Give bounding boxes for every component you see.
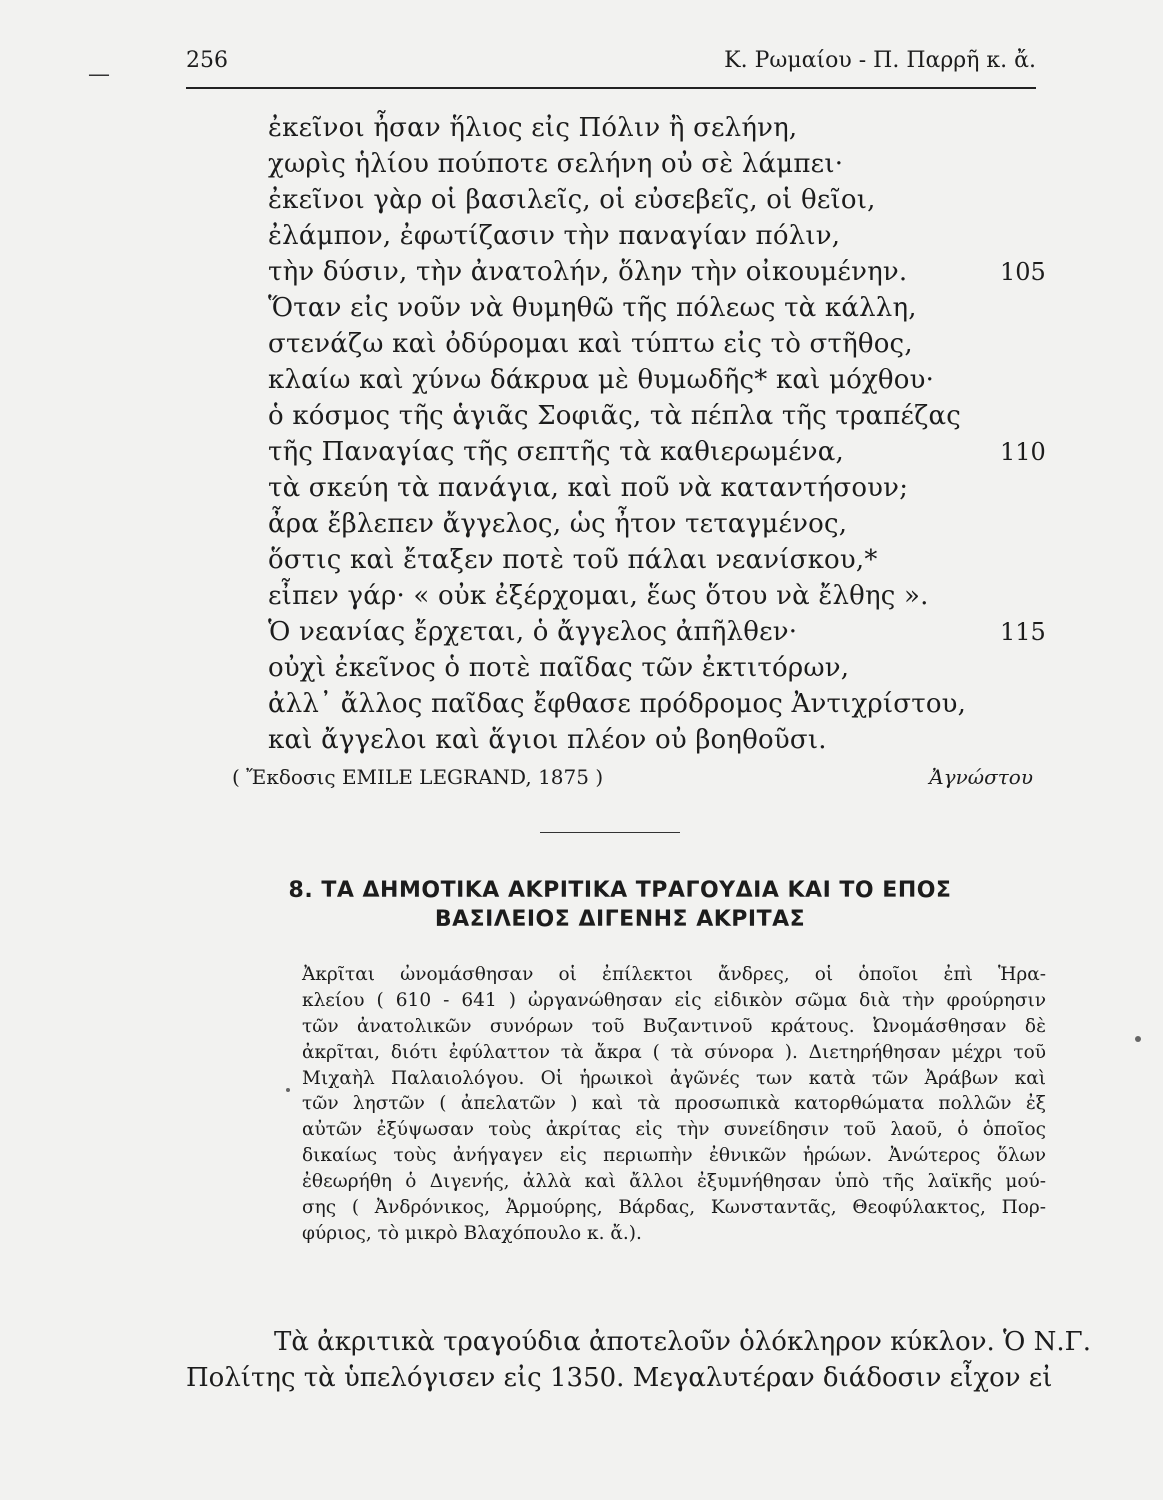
poem-line: καὶ ἄγγελοι καὶ ἅγιοι πλέον οὐ βοηθοῦσι. <box>268 725 827 755</box>
intro-line: ἀκρῖται, διότι ἐφύλαττον τὰ ἄκρα ( τὰ σύνορα ). Διετηρήθησαν μέχρι τοῦ <box>302 1041 1046 1063</box>
intro-line: τῶν ἀνατολικῶν συνόρων τοῦ Βυζαντινοῦ κράτους. Ὠνομάσθησαν δὲ <box>302 1015 1046 1037</box>
intro-line: τῶν ληστῶν ( ἀπελατῶν ) καὶ τὰ προσωπικὰ κατορθώματα πολλῶν ἐξ <box>302 1093 1046 1115</box>
poem-line: τῆς Παναγίας τῆς σεπτῆς τὰ καθιερωμένα, <box>268 437 844 467</box>
poem-line: ἐκεῖνοι γὰρ οἱ βασιλεῖς, οἱ εὐσεβεῖς, οἱ θεῖοι, <box>268 185 876 215</box>
intro-line: φύριος, τὸ μικρὸ Βλαχόπουλο κ. ἄ.). <box>302 1222 642 1244</box>
page-number: 256 <box>186 48 228 73</box>
paper-speck <box>1135 1036 1141 1042</box>
intro-line: κλείου ( 610 - 641 ) ὠργανώθησαν εἰς εἰδικὸν σῶμα διὰ τὴν φρούρησιν <box>302 989 1046 1011</box>
body-line: Πολίτης τὰ ὑπελόγισεν εἰς 1350. Μεγαλυτέραν διάδοσιν εἶχον εἰ <box>186 1363 1053 1393</box>
poem-line: Ὁ νεανίας ἔρχεται, ὁ ἄγγελος ἀπῆλθεν· <box>268 617 798 647</box>
body-paragraph <box>186 1324 1091 1396</box>
line-number: 110 <box>1000 438 1046 466</box>
edition-note: ( Ἔκδοσις EMILE LEGRAND, 1875 ) <box>232 765 604 789</box>
section-divider <box>540 832 680 833</box>
poem-line: ἐλάμπον, ἐφωτίζασιν τὴν παναγίαν πόλιν, <box>268 221 841 251</box>
poem-line: ἆρα ἔβλεπεν ἄγγελος, ὡς ἦτον τεταγμένος, <box>268 509 848 539</box>
intro-line: αὐτῶν ἐξύψωσαν τοὺς ἀκρίτας εἰς τὴν συνείδησιν τοῦ λαοῦ, ὁ ὁποῖος <box>302 1119 1046 1141</box>
body-line: Τὰ ἀκριτικὰ τραγούδια ἀποτελοῦν ὁλόκληρον κύκλον. Ὁ Ν.Γ. <box>274 1327 1091 1357</box>
poem-line: εἶπεν γάρ· « οὐκ ἐξέρχομαι, ἕως ὅτου νὰ ἔλθης ». <box>268 581 929 611</box>
poem-line: χωρὶς ἡλίου πούποτε σελήνη οὐ σὲ λάμπει· <box>268 149 844 179</box>
line-number: 115 <box>1000 618 1046 646</box>
margin-mark: — <box>88 62 110 87</box>
intro-line: σης ( Ἀνδρόνικος, Ἀρμούρης, Βάρδας, Κωνσταντᾶς, Θεοφύλακτος, Πορ- <box>302 1197 1046 1219</box>
running-head: Κ. Ρωμαίου - Π. Παρρῆ κ. ἄ. <box>724 48 1036 73</box>
page-header <box>186 48 1036 82</box>
paper-speck <box>286 1088 290 1092</box>
poem-line: Ὅταν εἰς νοῦν νὰ θυμηθῶ τῆς πόλεως τὰ κάλλη, <box>268 293 917 323</box>
poem-line: οὐχὶ ἐκεῖνος ὁ ποτὲ παῖδας τῶν ἐκτιτόρων, <box>268 653 850 683</box>
poem-line: τὰ σκεύη τὰ πανάγια, καὶ ποῦ νὰ καταντήσουν; <box>268 473 909 503</box>
poem-line: ὁ κόσμος τῆς ἁγιᾶς Σοφιᾶς, τὰ πέπλα τῆς τραπέζας <box>268 401 962 431</box>
poem-line: ἀλλ᾽ ἄλλος παῖδας ἔφθασε πρόδρομος Ἀντιχρίστου, <box>268 689 967 719</box>
intro-line: Μιχαὴλ Παλαιολόγου. Οἱ ἡρωικοὶ ἀγῶνές των κατὰ τῶν Ἀράβων καὶ <box>302 1067 1046 1089</box>
poem-line: ὅστις καὶ ἔταξεν ποτὲ τοῦ πάλαι νεανίσκου,* <box>268 545 878 575</box>
header-rule <box>186 87 1036 89</box>
intro-line: ἐθεωρήθη ὁ Διγενής, ἀλλὰ καὶ ἄλλοι ἐξυμνήθησαν ὑπὸ τῆς λαϊκῆς μού- <box>302 1171 1046 1193</box>
author-note: Ἀγνώστου <box>929 765 1033 789</box>
section-subtitle: ΒΑΣΙΛΕΙΟΣ ΔΙΓΕΝΗΣ ΑΚΡΙΤΑΣ <box>434 907 806 932</box>
poem-line: στενάζω καὶ ὀδύρομαι καὶ τύπτω εἰς τὸ στῆθος, <box>268 329 913 359</box>
line-number: 105 <box>1000 258 1046 286</box>
intro-line: δικαίως τοὺς ἀνήγαγεν εἰς περιωπὴν ἐθνικῶν ἡρώων. Ἀνώτερος ὅλων <box>302 1145 1046 1167</box>
poem-line: κλαίω καὶ χύνω δάκρυα μὲ θυμωδῆς* καὶ μόχθου· <box>268 365 935 395</box>
poem-line: ἐκεῖνοι ἦσαν ἥλιος εἰς Πόλιν ἢ σελήνη, <box>268 113 798 143</box>
intro-paragraph <box>302 962 1046 1247</box>
intro-line: Ἀκρῖται ὠνομάσθησαν οἱ ἐπίλεκτοι ἄνδρες, οἱ ὁποῖοι ἐπὶ Ἡρα- <box>302 964 1046 985</box>
poem-line: τὴν δύσιν, τὴν ἀνατολήν, ὅλην τὴν οἰκουμένην. <box>268 257 908 287</box>
section-title: 8. ΤΑ ΔΗΜΟΤΙΚΑ ΑΚΡΙΤΙΚΑ ΤΡΑΓΟΥΔΙΑ ΚΑΙ ΤΟ ΕΠΟΣ <box>288 878 952 903</box>
